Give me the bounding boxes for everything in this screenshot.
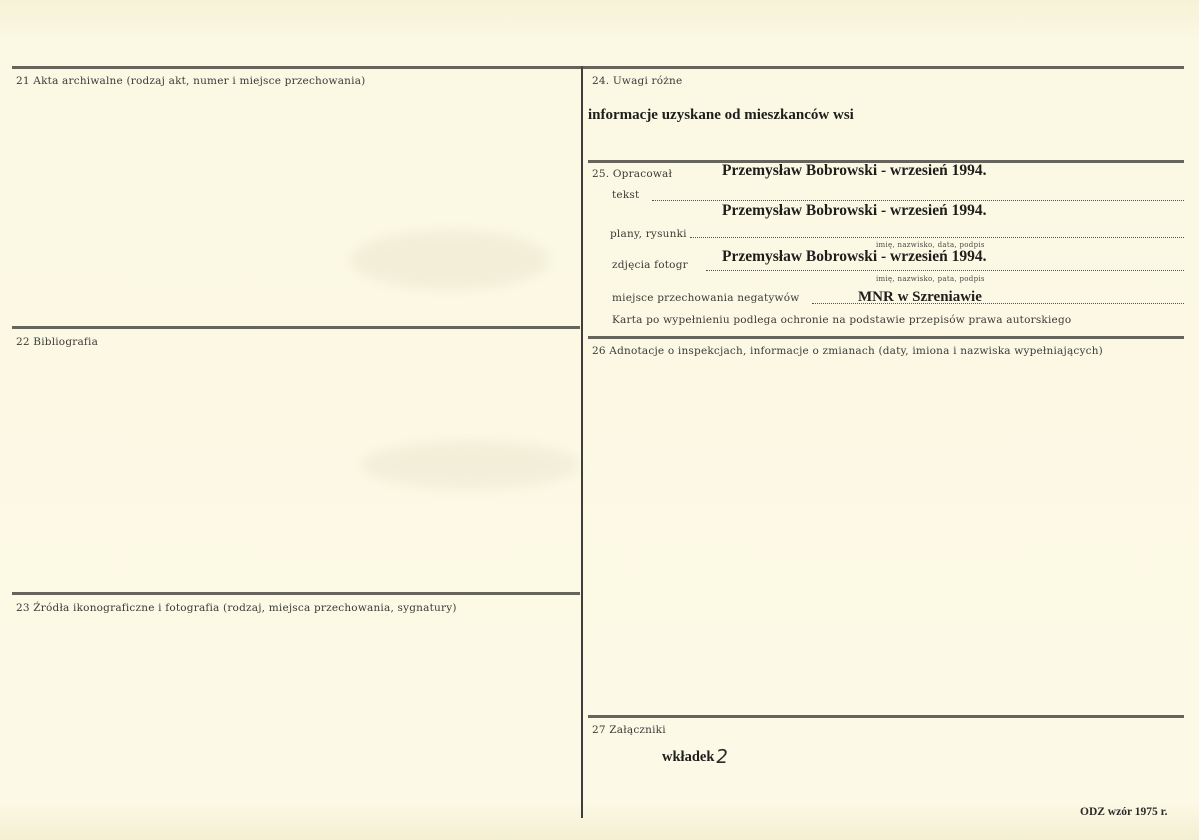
rule-26 — [588, 336, 1184, 339]
negatywy-label: miejsce przechowania negatywów — [612, 292, 800, 304]
zdjecia-label: zdjęcia fotogr — [612, 259, 688, 271]
section-22-label: 22 Bibliografia — [16, 336, 99, 348]
top-rule — [12, 66, 1184, 69]
tekst-line — [652, 200, 1184, 201]
caption-2: imię, nazwisko, pata, podpis — [876, 275, 985, 283]
wkladek-label: wkładek — [662, 749, 715, 765]
rule-27 — [588, 715, 1184, 718]
tekst-label: tekst — [612, 189, 640, 201]
caption-1: imię, nazwisko, data, podpis — [876, 241, 985, 249]
section-23-label: 23 Źródła ikonograficzne i fotografia (rodzaj, miejsca przechowania, sygnatury) — [16, 602, 457, 614]
negatywy-value: MNR w Szreniawie — [858, 289, 982, 305]
plany-line — [690, 237, 1184, 238]
section-24-text: informacje uzyskane od mieszkanców wsi — [588, 107, 854, 123]
plany-value: Przemysław Bobrowski - wrzesień 1994. — [722, 202, 987, 219]
wkladek-count: 2 — [714, 746, 730, 768]
author-text-value: Przemysław Bobrowski - wrzesień 1994. — [722, 162, 987, 179]
section-26-label: 26 Adnotacje o inspekcjach, informacje o zmianach (daty, imiona i nazwiska wypełniających) — [592, 345, 1103, 357]
rule-23 — [12, 592, 580, 595]
section-27-label: 27 Załączniki — [592, 724, 666, 736]
section-25-label: 25. Opracował — [592, 168, 673, 180]
section-21-label: 21 Akta archiwalne (rodzaj akt, numer i miejsce przechowania) — [16, 75, 366, 87]
copyright-note: Karta po wypełnieniu podlega ochronie na podstawie przepisów prawa autorskiego — [612, 314, 1072, 326]
zdjecia-value: Przemysław Bobrowski - wrzesień 1994. — [722, 248, 987, 265]
section-24-label: 24. Uwagi różne — [592, 75, 683, 87]
paper-smudge — [350, 230, 550, 290]
form-footer: ODZ wzór 1975 r. — [1080, 806, 1168, 818]
column-divider — [581, 66, 583, 818]
rule-22 — [12, 326, 580, 329]
plany-label: plany, rysunki — [610, 228, 687, 240]
paper-smudge — [360, 440, 580, 490]
zdjecia-line — [706, 270, 1184, 271]
